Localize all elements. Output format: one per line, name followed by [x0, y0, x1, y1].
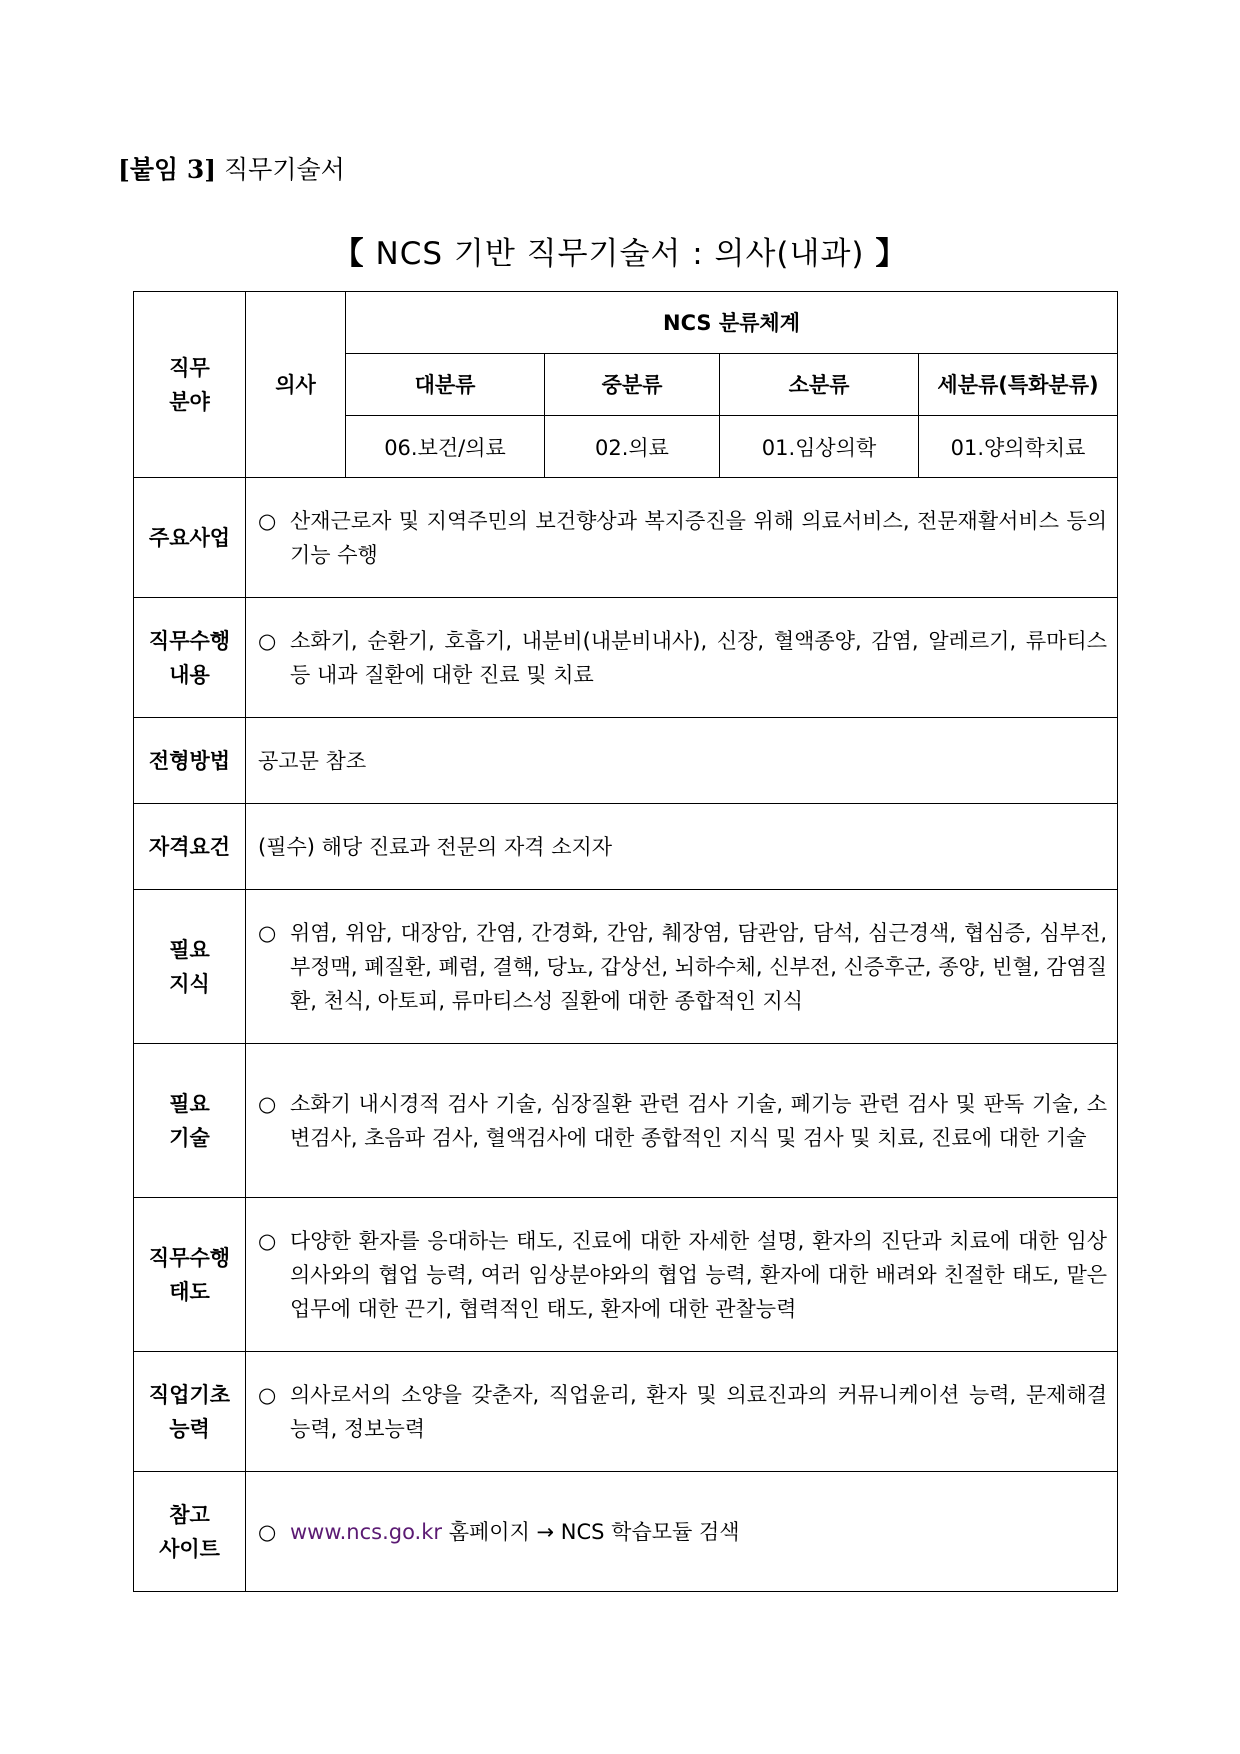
- text-main-business: 산재근로자 및 지역주민의 보건향상과 복지증진을 위해 의료서비스, 전문재활서비스 등의 기능 수행: [290, 508, 1108, 567]
- row-basic-ability: [134, 1352, 1118, 1472]
- row-knowledge: [134, 890, 1118, 1044]
- job-description-table: [133, 291, 1118, 1592]
- row-main-business: [134, 478, 1118, 598]
- attachment-tag: [붙임 3]: [118, 155, 217, 184]
- job-field-label: 직무 분야: [134, 292, 246, 478]
- label-basic-ability: 직업기초 능력: [134, 1352, 246, 1472]
- label-attitude: 직무수행 태도: [134, 1198, 246, 1352]
- label-knowledge: 필요 지식: [134, 890, 246, 1044]
- value-minor: 01.임상의학: [720, 416, 919, 478]
- row-duties: [134, 598, 1118, 718]
- title-left-bracket: 【: [332, 236, 365, 272]
- label-duties: 직무수행 내용: [134, 598, 246, 718]
- text-qualification: (필수) 해당 진료과 전문의 자격 소지자: [258, 834, 613, 859]
- attachment-label: 직무기술서: [224, 155, 345, 184]
- value-detail: 01.양의학치료: [919, 416, 1118, 478]
- bullet-icon: ○: [258, 508, 277, 533]
- header-minor: 소분류: [720, 354, 919, 416]
- attachment-heading: [118, 150, 345, 186]
- text-reference: 홈페이지 → NCS 학습모듈 검색: [442, 1519, 740, 1544]
- row-skills: [134, 1044, 1118, 1198]
- text-skills: 소화기 내시경적 검사 기술, 심장질환 관련 검사 기술, 폐기능 관련 검사 및 판독 기술, 소변검사, 초음파 검사, 혈액검사에 대한 종합적인 지식 및 검사 및 치료, 진료에 대한 기술: [290, 1091, 1108, 1150]
- text-duties: 소화기, 순환기, 호흡기, 내분비(내분비내사), 신장, 혈액종양, 감염, 알레르기, 류마티스 등 내과 질환에 대한 진료 및 치료: [290, 628, 1108, 687]
- label-reference: 참고 사이트: [134, 1472, 246, 1592]
- bullet-icon: ○: [258, 1519, 277, 1544]
- bullet-icon: ○: [258, 920, 277, 945]
- text-selection: 공고문 참조: [258, 748, 367, 773]
- header-major: 대분류: [346, 354, 545, 416]
- bullet-icon: ○: [258, 628, 277, 653]
- job-field-value: 의사: [246, 292, 346, 478]
- text-basic-ability: 의사로서의 소양을 갖춘자, 직업윤리, 환자 및 의료진과의 커뮤니케이션 능력, 문제해결 능력, 정보능력: [290, 1382, 1108, 1441]
- text-attitude: 다양한 환자를 응대하는 태도, 진료에 대한 자세한 설명, 환자의 진단과 치료에 대한 임상 의사와의 협업 능력, 여러 임상분야와의 협업 능력, 환자에 대한 배려와 친절한 태도, 맡은 업무에 대한 끈기, 협력적인 태도, 환자에 대한 관찰능력: [290, 1228, 1108, 1321]
- value-middle: 02.의료: [545, 416, 720, 478]
- bullet-icon: ○: [258, 1091, 277, 1116]
- bullet-icon: ○: [258, 1382, 277, 1407]
- title-text: NCS 기반 직무기술서 : 의사(내과): [375, 236, 865, 272]
- header-middle: 중분류: [545, 354, 720, 416]
- label-selection: 전형방법: [134, 718, 246, 804]
- value-major: 06.보건/의료: [346, 416, 545, 478]
- row-attitude: [134, 1198, 1118, 1352]
- label-skills: 필요 기술: [134, 1044, 246, 1198]
- document-title: [0, 228, 1240, 273]
- title-right-bracket: 】: [875, 236, 908, 272]
- row-qualification: [134, 804, 1118, 890]
- ncs-system-header: NCS 분류체계: [346, 292, 1118, 354]
- label-main-business: 주요사업: [134, 478, 246, 598]
- label-qualification: 자격요건: [134, 804, 246, 890]
- row-selection: [134, 718, 1118, 804]
- text-knowledge: 위염, 위암, 대장암, 간염, 간경화, 간암, 췌장염, 담관암, 담석, 심근경색, 협심증, 심부전, 부정맥, 폐질환, 폐렴, 결핵, 당뇨, 갑상선, 뇌하수체, 신부전, 신증후군, 종양, 빈혈, 감염질환, 천식, 아토피, 류마티스성 질환에 대한 종합적인 지식: [290, 920, 1108, 1013]
- row-reference: [134, 1472, 1118, 1592]
- header-detail: 세분류(특화분류): [919, 354, 1118, 416]
- bullet-icon: ○: [258, 1228, 277, 1253]
- ncs-site-link[interactable]: www.ncs.go.kr: [290, 1519, 443, 1544]
